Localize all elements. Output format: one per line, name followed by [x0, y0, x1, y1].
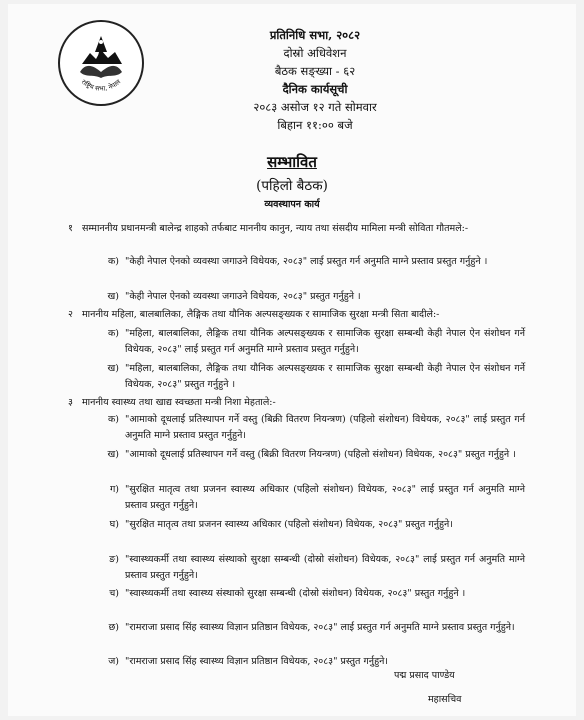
header-line-session: दोस्रो अधिवेशन — [283, 46, 347, 60]
header-line-house: प्रतिनिधि सभा, २०८२ — [269, 28, 361, 42]
svg-text:राष्ट्रिय सभा, नेपाल — [80, 77, 123, 92]
agenda-item — [95, 552, 525, 584]
item-label: घ) — [109, 519, 119, 530]
header-line-date: २०८३ असोज १२ गते सोमवार — [253, 100, 377, 114]
signatory-title: महासचिव — [428, 694, 462, 705]
item-text: "महिला, बालबालिका, लैङ्गिक तथा यौनिक अल्पसङ्ख्यक र सामाजिक सुरक्षा सम्बन्धी केही नेपाल ऐन संशोधन गर्ने विधेयक, २०८३" लाई प्रस्तुत गर्न अनुमति माग्ने प्रस्ताव प्रस्तुत गर्नुहुने। — [125, 328, 525, 355]
header-block — [150, 26, 480, 134]
logo-text: राष्ट्रिय सभा, नेपाल — [79, 77, 123, 93]
agenda-item — [95, 482, 525, 514]
agenda-item — [95, 620, 525, 636]
item-text: "केही नेपाल ऐनको व्यवस्था जगाउने विधेयक, २०८३" लाई प्रस्तुत गर्न अनुमति माग्ने प्रस्ताव प्रस्तुत गर्नुहुने । — [125, 256, 488, 267]
section-number: १ — [68, 223, 73, 234]
item-label: ज) — [108, 656, 119, 667]
header-line-agenda: दैनिक कार्यसूची — [282, 82, 348, 96]
parliament-logo — [58, 20, 144, 106]
emblem-icon — [60, 22, 142, 104]
section-heading: माननीय स्वास्थ्य तथा खाद्य स्वच्छता मन्त्री निशा मेहताले:- — [82, 397, 276, 408]
item-label: ख) — [107, 363, 119, 374]
item-text: "रामराजा प्रसाद सिंह स्वास्थ्य विज्ञान प्रतिष्ठान विधेयक, २०८३" प्रस्तुत गर्नुहुने। — [125, 656, 388, 667]
agenda-item — [95, 254, 525, 270]
probable-title: सम्भावित — [267, 153, 317, 171]
item-label: क) — [107, 328, 119, 339]
section-heading: सम्माननीय प्रधानमन्त्री बालेन्द्र शाहको तर्फबाट माननीय कानुन, न्याय तथा संसदीय मामिला मन्त्री सोविता गौतमले:- — [82, 223, 469, 234]
item-label: ग) — [109, 484, 119, 495]
section-number: ३ — [68, 397, 73, 408]
item-text: "केही नेपाल ऐनको व्यवस्था जगाउने विधेयक, २०८३" प्रस्तुत गर्नुहुने । — [125, 291, 361, 302]
item-text: "महिला, बालबालिका, लैङ्गिक तथा यौनिक अल्पसङ्ख्यक र सामाजिक सुरक्षा सम्बन्धी केही नेपाल ऐन संशोधन गर्ने विधेयक, २०८३" प्रस्तुत गर्नुहुने । — [125, 363, 525, 390]
first-meeting-title: (पहिलो बैठक) — [256, 178, 328, 194]
item-label: ख) — [107, 449, 119, 460]
agenda-item — [95, 326, 525, 358]
signatory-name: पद्म प्रसाद पाण्डेय — [394, 670, 455, 681]
item-text: "आमाको दूधलाई प्रतिस्थापन गर्ने वस्तु (बिक्री वितरण नियन्त्रण) (पहिलो संशोधन) विधेयक, २०८३" प्रस्तुत गर्नुहुने । — [125, 449, 516, 460]
agenda-item — [95, 412, 525, 444]
item-label: क) — [107, 414, 119, 425]
item-label: छ) — [108, 622, 119, 633]
agenda-item — [95, 361, 525, 393]
header-line-meeting-number: बैठक सङ्ख्या - ६२ — [274, 64, 356, 78]
legislative-business-title: व्यवस्थापन कार्य — [264, 199, 320, 210]
item-text: "स्वास्थ्यकर्मी तथा स्वास्थ्य संस्थाको सुरक्षा सम्बन्धी (दोस्रो संशोधन) विधेयक, २०८३" लाई प्रस्तुत गर्न अनुमति माग्ने प्रस्ताव प्रस्तुत गर्नुहुने। — [125, 554, 525, 581]
item-text: "आमाको दूधलाई प्रतिस्थापन गर्ने वस्तु (बिक्री वितरण नियन्त्रण) (पहिलो संशोधन) विधेयक, २०८३" लाई प्रस्तुत गर्न अनुमति माग्ने प्रस्ताव प्रस्तुत गर्नुहुने। — [125, 414, 525, 441]
item-label: च) — [109, 588, 119, 599]
header-line-time: बिहान ११:०० बजे — [277, 118, 353, 132]
section-number: २ — [68, 309, 73, 320]
item-label: क) — [107, 256, 119, 267]
item-text: "सुरक्षित मातृत्व तथा प्रजनन स्वास्थ्य अधिकार (पहिलो संशोधन) विधेयक, २०८३" लाई प्रस्तुत गर्न अनुमति माग्ने प्रस्ताव प्रस्तुत गर्नुहुने। — [125, 484, 525, 511]
item-text: "रामराजा प्रसाद सिंह स्वास्थ्य विज्ञान प्रतिष्ठान विधेयक, २०८३" लाई प्रस्तुत गर्न अनुमति माग्ने प्रस्ताव प्रस्तुत गर्नुहुने। — [125, 622, 515, 633]
agenda-item — [95, 447, 525, 463]
agenda-item — [95, 654, 525, 670]
agenda-item — [95, 586, 525, 602]
item-text: "सुरक्षित मातृत्व तथा प्रजनन स्वास्थ्य अधिकार (पहिलो संशोधन) विधेयक, २०८३" प्रस्तुत गर्नुहुने। — [125, 519, 453, 530]
item-text: "स्वास्थ्यकर्मी तथा स्वास्थ्य संस्थाको सुरक्षा सम्बन्धी (दोस्रो संशोधन) विधेयक, २०८३" प्रस्तुत गर्नुहुने । — [125, 588, 466, 599]
item-label: ख) — [107, 291, 119, 302]
section-heading: माननीय महिला, बालबालिका, लैङ्गिक तथा यौनिक अल्पसङ्ख्यक र सामाजिक सुरक्षा मन्त्री सिता बादीले:- — [82, 309, 440, 320]
agenda-item — [95, 517, 525, 533]
agenda-item — [95, 289, 525, 305]
item-label: ङ) — [109, 554, 119, 565]
